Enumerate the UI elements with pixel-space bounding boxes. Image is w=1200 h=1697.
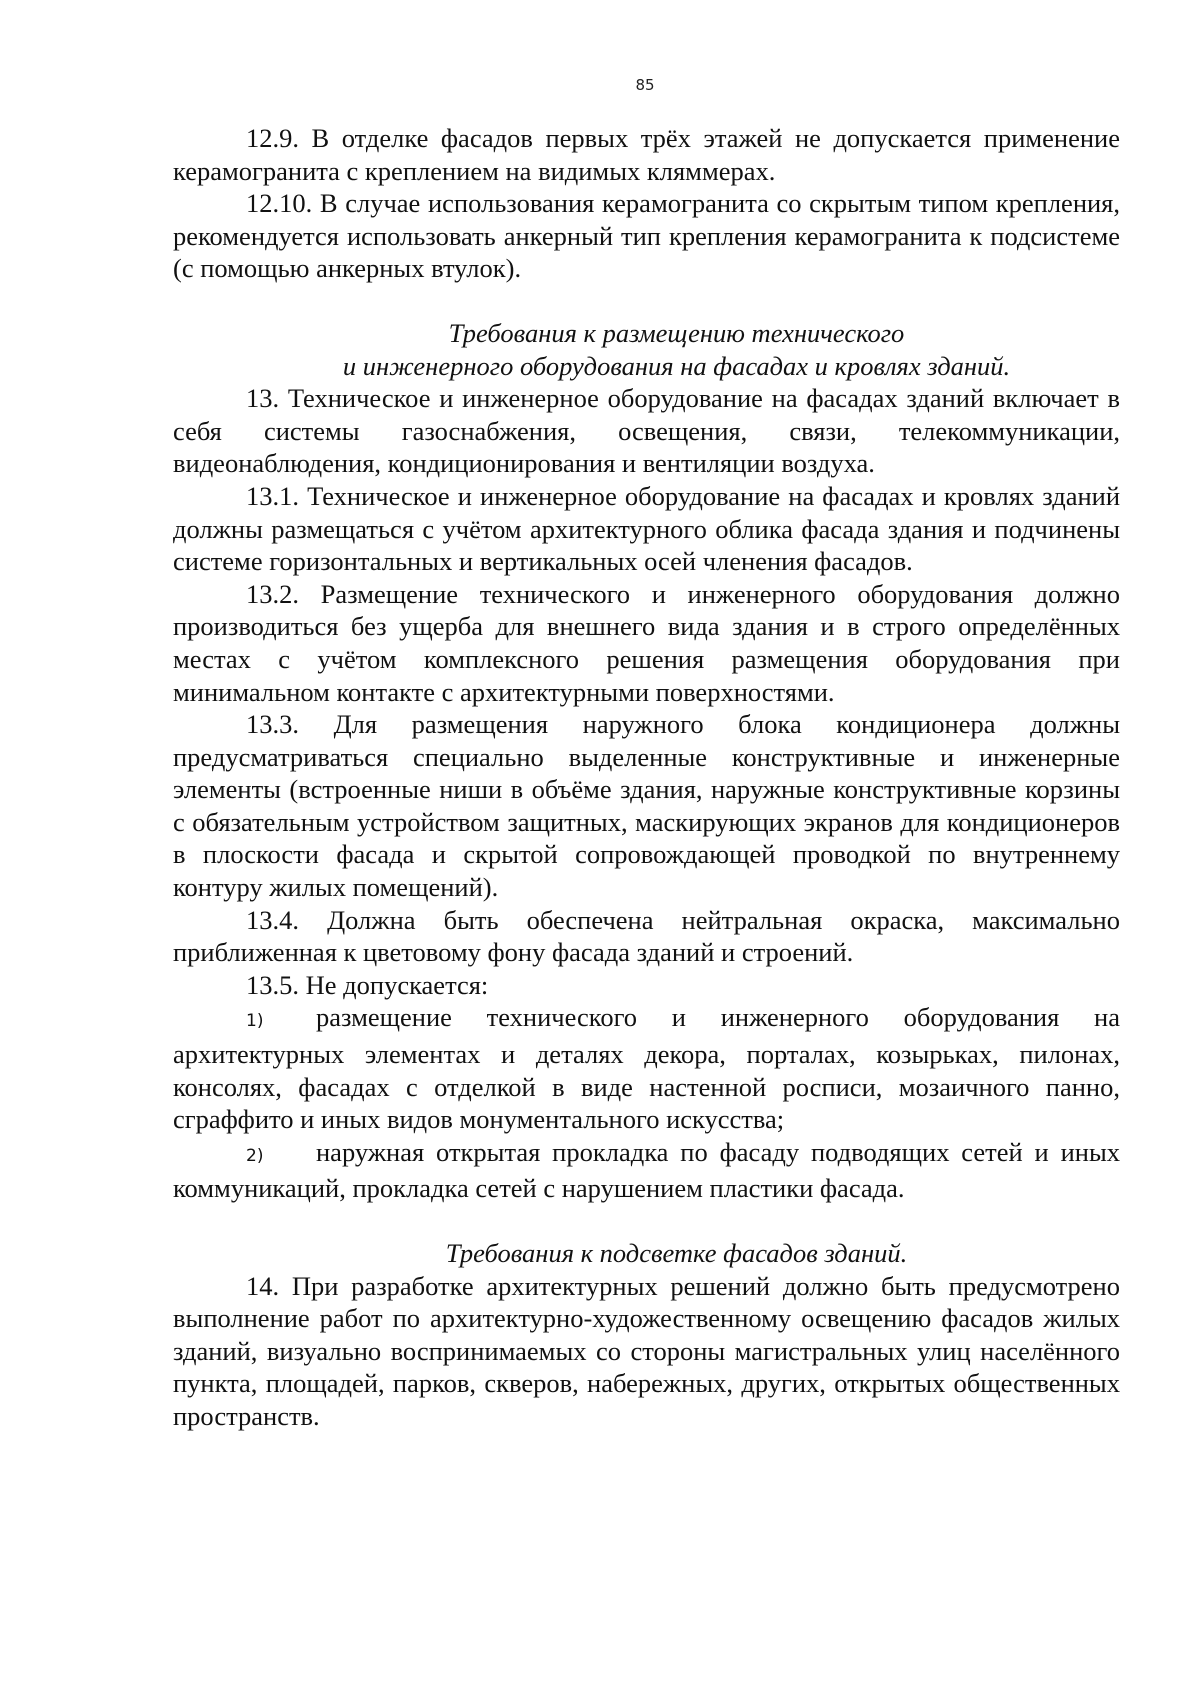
section-heading-line: Требования к подсветке фасадов зданий.	[445, 1238, 908, 1268]
paragraph-13-1: 13.1. Техническое и инженерное оборудование на фасадах и кровлях зданий должны размещаться с учётом архитектурного облика фасада здания и подчинены системе горизонтальных и вертикальных осей членения фасадов.	[173, 480, 1120, 577]
paragraph-13-2: 13.2. Размещение технического и инженерного оборудования должно производиться без ущерба для внешнего вида здания и в строго определённых местах с учётом комплексного решения размещения оборудования при минимальном контакте с архитектурными поверхностями.	[173, 578, 1120, 707]
section-heading-line-2: и инженерного оборудования на фасадах и кровлях зданий.	[342, 350, 1011, 381]
section-heading-lighting	[173, 1237, 1120, 1270]
page-number: 85	[635, 76, 655, 94]
section-heading-line-1: Требования к размещению технического	[448, 317, 905, 348]
paragraph-13-4: 13.4. Должна быть обеспечена нейтральная окраска, максимально приближенная к цветовому фону фасада зданий и строений.	[173, 904, 1120, 968]
paragraph-12-10: 12.10. В случае использования керамогранита со скрытым типом крепления, рекомендуется использовать анкерный тип крепления керамогранита к подсистеме (с помощью анкерных втулок).	[173, 188, 1120, 284]
list-item-number: 1)	[246, 1011, 264, 1032]
section-heading-equipment	[173, 317, 1120, 382]
list-item-2	[173, 1136, 1120, 1205]
list-item-number: 2)	[246, 1145, 264, 1166]
document-body	[173, 122, 1120, 1433]
paragraph-12-9: 12.9. В отделке фасадов первых трёх этажей не допускается применение керамогранита с креплением на видимых кляммерах.	[173, 123, 1120, 186]
list-item-1	[173, 1001, 1120, 1135]
list-item-text: наружная открытая прокладка по фасаду подводящих сетей и иных коммуникаций, прокладка сетей с нарушением пластики фасада.	[173, 1136, 1120, 1204]
list-item-text: размещение технического и инженерного оборудования на архитектурных элементах и деталях декора, порталах, козырьках, пилонах, консолях, фасадах с отделкой в виде настенной росписи, мозаичного панно, сграффито и иных видов монументального искусства;	[173, 1002, 1120, 1135]
paragraph-13: 13. Техническое и инженерное оборудование на фасадах зданий включает в себя системы газоснабжения, освещения, связи, телекоммуникации, видеонаблюдения, кондиционирования и вентиляции воздуха.	[173, 383, 1120, 479]
paragraph-13-3: 13.3. Для размещения наружного блока кондиционера должны предусматриваться специально выделенные конструктивные и инженерные элементы (встроенные ниши в объёме здания, наружные конструктивные корзины с обязательным устройством защитных, маскирующих экранов для кондиционеров в плоскости фасада и скрытой сопровождающей проводкой по внутреннему контуру жилых помещений).	[173, 709, 1120, 903]
paragraph-14: 14. При разработке архитектурных решений должно быть предусмотрено выполнение работ по архитектурно-художественному освещению фасадов жилых зданий, визуально воспринимаемых со стороны магистральных улиц населённого пункта, площадей, парков, скверов, набережных, других, открытых общественных пространств.	[173, 1270, 1120, 1431]
paragraph-13-5: 13.5. Не допускается:	[246, 969, 489, 1000]
